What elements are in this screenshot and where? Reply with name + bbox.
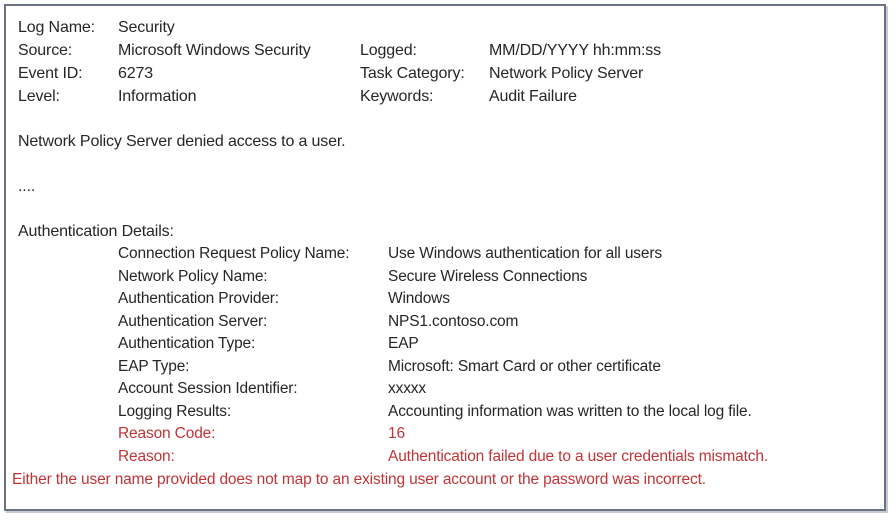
field-label: Level: <box>18 88 60 105</box>
detail-label: EAP Type: <box>118 357 190 375</box>
ellipsis-text: .... <box>18 178 36 195</box>
detail-label: Authentication Type: <box>118 335 256 352</box>
detail-label: Authentication Server: <box>118 312 268 330</box>
detail-label: Authentication Provider: <box>118 290 279 307</box>
field-label: Keywords: <box>360 88 434 105</box>
auth-details-list <box>18 243 874 468</box>
field-label <box>360 16 489 39</box>
detail-label: Reason: <box>118 447 175 465</box>
reason-explanation-text: Either the user name provided does not map to an existing user account or the password was incorrect. <box>12 471 706 488</box>
detail-label: Account Session Identifier: <box>118 380 298 397</box>
detail-row <box>18 378 874 401</box>
detail-row-reason <box>18 446 874 469</box>
field-value: 6273 <box>118 65 153 82</box>
event-header <box>18 16 874 108</box>
detail-row-reason-code <box>18 423 874 446</box>
field-value: Network Policy Server <box>489 65 644 82</box>
detail-label: Logging Results: <box>118 402 232 420</box>
detail-value: Authentication failed due to a user credentials mismatch. <box>388 447 769 465</box>
detail-row <box>18 311 874 334</box>
field-value: Security <box>118 19 175 36</box>
field-value <box>489 16 874 39</box>
field-label: Source: <box>18 42 73 59</box>
detail-value: 16 <box>388 425 405 442</box>
detail-value: Accounting information was written to the local log file. <box>388 402 752 420</box>
header-row <box>18 16 874 39</box>
detail-row <box>18 243 874 266</box>
detail-label: Reason Code: <box>118 425 216 442</box>
detail-label: Connection Request Policy Name: <box>118 245 350 262</box>
header-row <box>18 62 874 85</box>
detail-row <box>18 333 874 356</box>
detail-row <box>18 266 874 289</box>
detail-value: Windows <box>388 290 450 307</box>
field-label: Task Category: <box>360 65 465 82</box>
detail-value: Microsoft: Smart Card or other certificate <box>388 357 661 375</box>
auth-details-heading: Authentication Details: <box>18 223 174 240</box>
detail-label: Network Policy Name: <box>118 267 268 285</box>
detail-row <box>18 288 874 311</box>
field-label: Logged: <box>360 42 417 59</box>
header-row <box>18 85 874 108</box>
event-description: Network Policy Server denied access to a user. <box>18 133 346 150</box>
detail-value: Use Windows authentication for all users <box>388 245 662 262</box>
field-label: Log Name: <box>18 19 95 36</box>
field-value: Microsoft Windows Security <box>118 42 311 59</box>
field-label: Event ID: <box>18 65 83 82</box>
field-value: MM/DD/YYYY hh:mm:ss <box>489 42 661 59</box>
detail-value: Secure Wireless Connections <box>388 267 588 285</box>
header-row <box>18 39 874 62</box>
detail-value: EAP <box>388 335 419 352</box>
field-value: Information <box>118 88 197 105</box>
field-value: Audit Failure <box>489 88 577 105</box>
detail-value: NPS1.contoso.com <box>388 312 519 330</box>
detail-row <box>18 401 874 424</box>
detail-row <box>18 356 874 379</box>
event-log-panel <box>4 4 886 511</box>
detail-value: xxxxx <box>388 380 427 397</box>
